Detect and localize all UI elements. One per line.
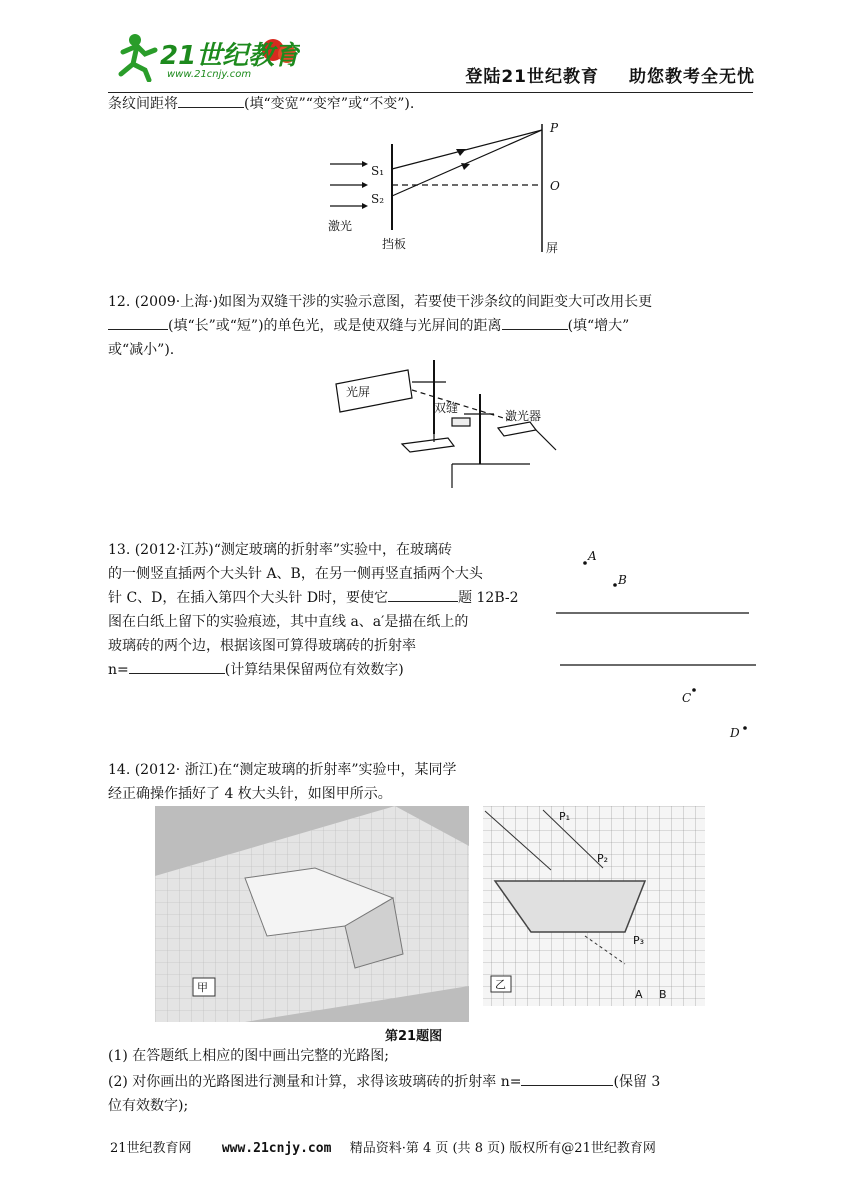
q12-blank-1 <box>108 315 168 330</box>
svg-text:21世纪教育: 21世纪教育 <box>160 41 300 71</box>
q13-blank-1 <box>388 587 458 602</box>
double-slit-diagram <box>320 112 580 270</box>
pin-c-label: C <box>682 691 692 705</box>
q14-line2: 经正确操作插好了 4 枚大头针，如图甲所示。 <box>108 786 392 802</box>
q12-line2 <box>108 314 629 338</box>
label-s2: S₂ <box>371 192 385 206</box>
photo-right-tag: 乙 <box>495 978 506 991</box>
label-laser: 激光 <box>328 219 353 233</box>
q11-text-b: (填“变宽”“变窄”或“不变”). <box>244 96 415 112</box>
apparatus-diagram <box>330 360 560 490</box>
logo <box>115 30 300 82</box>
pin-c-dot <box>692 688 696 692</box>
q14-sub3: 位有效数字); <box>108 1098 189 1114</box>
q13-text-6a: n= <box>108 662 129 678</box>
apparatus-slit-label: 双缝 <box>434 401 459 415</box>
q14-sub1: (1) 在答题纸上相应的图中画出完整的光路图; <box>108 1048 389 1064</box>
label-screen: 屏 <box>546 241 559 255</box>
q12-text-2a: (填“长”或“短”)的单色光，或是使双缝与光屏间的距离 <box>168 318 502 334</box>
photo-caption: 第21题图 <box>385 1029 443 1044</box>
pin-d-label: D <box>730 726 740 740</box>
glass-photo-figure <box>155 806 705 1044</box>
pin-d-dot <box>743 726 747 730</box>
label-baffle: 挡板 <box>382 237 407 251</box>
q11-blank <box>178 93 244 108</box>
apparatus-screen-label: 光屏 <box>346 385 371 399</box>
q13-line6 <box>108 658 404 682</box>
q14-text-sub2a: (2) 对你画出的光路图进行测量和计算，求得该玻璃砖的折射率 n= <box>108 1074 522 1090</box>
pin-b-label: B <box>618 573 627 587</box>
q12-line1: 12. (2009·上海·)如图为双缝干涉的实验示意图，若要使干涉条纹的间距变大可改用长更 <box>108 294 653 310</box>
footer-site: 21世纪教育网 <box>110 1141 192 1156</box>
pin-a-label: A <box>588 549 597 563</box>
footer-url[interactable]: www.21cnjy.com <box>221 1141 332 1156</box>
photo-p3: P₃ <box>633 934 645 947</box>
photo-pin-a: A <box>635 988 643 1001</box>
q13-line3 <box>108 586 519 610</box>
q13-line4: 图在白纸上留下的实验痕迹，其中直线 a、a′是描在纸上的 <box>108 614 469 630</box>
header-slogan-left: 登陆21世纪教育 <box>465 67 599 87</box>
q12-line3: 或“减小”). <box>108 342 175 358</box>
q14-sub2 <box>108 1070 660 1094</box>
q13-line2: 的一侧竖直插两个大头针 A、B，在另一侧再竖直插两个大头 <box>108 566 483 582</box>
pin-a-dot <box>583 561 587 565</box>
photo-pin-b: B <box>659 988 667 1001</box>
pins-diagram <box>552 540 760 746</box>
q13-text-3b: 题 12B-2 <box>458 590 519 606</box>
runner-icon <box>121 34 155 80</box>
header-slogan <box>465 62 755 87</box>
q14-line1: 14. (2012· 浙江)在“测定玻璃的折射率”实验中，某同学 <box>108 762 457 778</box>
photo-p2: P₂ <box>597 852 609 865</box>
svg-text:www.21cnjy.com: www.21cnjy.com <box>167 69 252 80</box>
q12-blank-2 <box>502 315 568 330</box>
q13-line5: 玻璃砖的两个边，根据该图可算得玻璃砖的折射率 <box>108 638 416 654</box>
q13-text-3a: 针 C、D，在插入第四个大头针 D时，要使它 <box>108 590 389 606</box>
apparatus-laser-label: 激光器 <box>505 409 542 423</box>
q13-text-6b: (计算结果保留两位有效数字) <box>224 662 404 678</box>
label-o: O <box>550 179 560 193</box>
q12-text-2b: (填“增大” <box>567 318 630 334</box>
photo-p1: P₁ <box>559 810 571 823</box>
photo-left-tag: 甲 <box>197 981 208 994</box>
q13-line1: 13. (2012·江苏)“测定玻璃的折射率”实验中，在玻璃砖 <box>108 542 453 558</box>
q11-text-a: 条纹间距将 <box>108 96 178 112</box>
q13-blank-2 <box>129 659 225 674</box>
q14-blank <box>521 1071 613 1086</box>
q14-text-sub2b: (保留 3 <box>613 1074 661 1090</box>
label-p: P <box>550 121 559 135</box>
footer-page-info: 精品资料·第 4 页 (共 8 页) 版权所有@21世纪教育网 <box>349 1141 656 1156</box>
header-slogan-right: 助您教考全无忧 <box>629 67 755 87</box>
page-footer <box>110 1137 656 1156</box>
label-s1: S₁ <box>371 164 385 178</box>
pin-b-dot <box>613 583 617 587</box>
